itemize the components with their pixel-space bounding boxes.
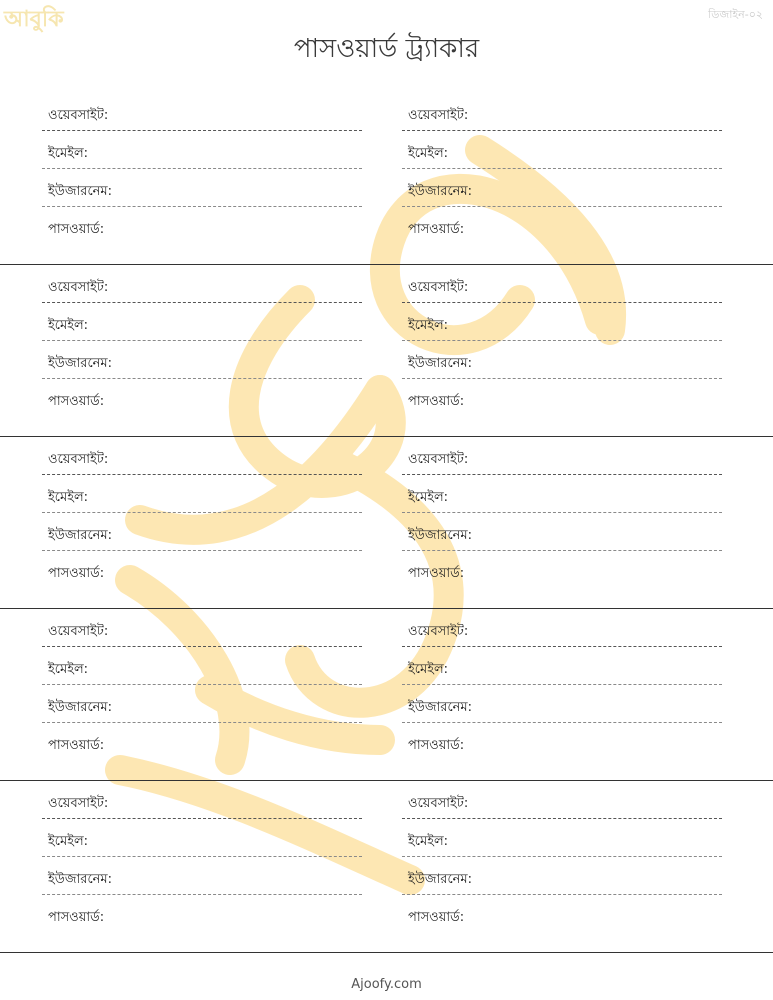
website-field[interactable] bbox=[42, 781, 362, 819]
password-field[interactable] bbox=[42, 895, 362, 933]
email-label: ইমেইল: bbox=[48, 318, 89, 333]
entries-grid bbox=[0, 93, 773, 953]
email-label: ইমেইল: bbox=[408, 834, 449, 849]
email-field[interactable] bbox=[42, 647, 362, 685]
username-label: ইউজারনেম: bbox=[48, 700, 113, 715]
website-label: ওয়েবসাইট: bbox=[48, 624, 109, 639]
email-label: ইমেইল: bbox=[408, 318, 449, 333]
password-label: পাসওয়ার্ড: bbox=[408, 738, 465, 753]
password-field[interactable] bbox=[402, 207, 722, 245]
website-label: ওয়েবসাইট: bbox=[408, 624, 469, 639]
entry-right bbox=[402, 93, 722, 245]
page-title: পাসওয়ার্ড ট্র্যাকার bbox=[293, 34, 480, 64]
username-field[interactable] bbox=[402, 513, 722, 551]
username-label: ইউজারনেম: bbox=[48, 184, 113, 199]
entry-right bbox=[402, 609, 722, 761]
password-label: পাসওয়ার্ড: bbox=[48, 566, 105, 581]
entry-right bbox=[402, 265, 722, 417]
email-field[interactable] bbox=[402, 303, 722, 341]
entry-left bbox=[42, 781, 362, 933]
username-label: ইউজারনেম: bbox=[408, 528, 473, 543]
website-label: ওয়েবসাইট: bbox=[48, 796, 109, 811]
username-label: ইউজারনেম: bbox=[48, 872, 113, 887]
email-field[interactable] bbox=[402, 131, 722, 169]
password-label: পাসওয়ার্ড: bbox=[408, 566, 465, 581]
password-field[interactable] bbox=[42, 207, 362, 245]
email-field[interactable] bbox=[42, 475, 362, 513]
website-label: ওয়েবসাইট: bbox=[48, 452, 109, 467]
username-field[interactable] bbox=[402, 857, 722, 895]
website-label: ওয়েবসাইট: bbox=[48, 280, 109, 295]
email-label: ইমেইল: bbox=[408, 490, 449, 505]
website-field[interactable] bbox=[42, 437, 362, 475]
username-label: ইউজারনেম: bbox=[408, 356, 473, 371]
username-field[interactable] bbox=[402, 169, 722, 207]
username-label: ইউজারনেম: bbox=[48, 528, 113, 543]
password-field[interactable] bbox=[42, 551, 362, 589]
password-label: পাসওয়ার্ড: bbox=[408, 394, 465, 409]
email-label: ইমেইল: bbox=[408, 662, 449, 677]
username-field[interactable] bbox=[42, 341, 362, 379]
entry-right bbox=[402, 781, 722, 933]
website-label: ওয়েবসাইট: bbox=[408, 108, 469, 123]
username-field[interactable] bbox=[42, 857, 362, 895]
email-field[interactable] bbox=[402, 475, 722, 513]
entry-left bbox=[42, 93, 362, 245]
password-label: পাসওয়ার্ড: bbox=[48, 394, 105, 409]
username-field[interactable] bbox=[42, 685, 362, 723]
entry-left bbox=[42, 437, 362, 589]
email-field[interactable] bbox=[42, 131, 362, 169]
email-label: ইমেইল: bbox=[48, 834, 89, 849]
username-label: ইউজারনেম: bbox=[408, 184, 473, 199]
password-field[interactable] bbox=[402, 379, 722, 417]
username-label: ইউজারনেম: bbox=[408, 700, 473, 715]
footer-site[interactable]: Ajoofy.com bbox=[351, 977, 422, 992]
website-field[interactable] bbox=[42, 609, 362, 647]
username-field[interactable] bbox=[42, 513, 362, 551]
website-label: ওয়েবসাইট: bbox=[408, 452, 469, 467]
entry-left bbox=[42, 609, 362, 761]
username-field[interactable] bbox=[42, 169, 362, 207]
email-field[interactable] bbox=[402, 819, 722, 857]
username-field[interactable] bbox=[402, 685, 722, 723]
password-field[interactable] bbox=[42, 723, 362, 761]
entry-block bbox=[0, 265, 773, 437]
website-label: ওয়েবসাইট: bbox=[48, 108, 109, 123]
entry-block bbox=[0, 609, 773, 781]
entry-left bbox=[42, 265, 362, 417]
password-field[interactable] bbox=[402, 895, 722, 933]
username-field[interactable] bbox=[402, 341, 722, 379]
email-label: ইমেইল: bbox=[48, 490, 89, 505]
password-field[interactable] bbox=[42, 379, 362, 417]
password-field[interactable] bbox=[402, 551, 722, 589]
website-field[interactable] bbox=[42, 93, 362, 131]
email-label: ইমেইল: bbox=[48, 662, 89, 677]
entry-right bbox=[402, 437, 722, 589]
website-label: ওয়েবসাইট: bbox=[408, 280, 469, 295]
username-label: ইউজারনেম: bbox=[48, 356, 113, 371]
website-field[interactable] bbox=[402, 781, 722, 819]
website-field[interactable] bbox=[42, 265, 362, 303]
design-label: ডিজাইন-০২ bbox=[708, 8, 763, 21]
email-field[interactable] bbox=[42, 819, 362, 857]
username-label: ইউজারনেম: bbox=[408, 872, 473, 887]
password-label: পাসওয়ার্ড: bbox=[408, 222, 465, 237]
brand-logo: আবুকি bbox=[4, 7, 64, 32]
entry-block bbox=[0, 781, 773, 953]
website-field[interactable] bbox=[402, 609, 722, 647]
website-field[interactable] bbox=[402, 93, 722, 131]
password-label: পাসওয়ার্ড: bbox=[48, 910, 105, 925]
email-field[interactable] bbox=[42, 303, 362, 341]
password-label: পাসওয়ার্ড: bbox=[408, 910, 465, 925]
password-label: পাসওয়ার্ড: bbox=[48, 222, 105, 237]
entry-block bbox=[0, 437, 773, 609]
email-label: ইমেইল: bbox=[408, 146, 449, 161]
email-field[interactable] bbox=[402, 647, 722, 685]
password-label: পাসওয়ার্ড: bbox=[48, 738, 105, 753]
entry-block bbox=[0, 93, 773, 265]
website-label: ওয়েবসাইট: bbox=[408, 796, 469, 811]
website-field[interactable] bbox=[402, 437, 722, 475]
website-field[interactable] bbox=[402, 265, 722, 303]
email-label: ইমেইল: bbox=[48, 146, 89, 161]
password-field[interactable] bbox=[402, 723, 722, 761]
